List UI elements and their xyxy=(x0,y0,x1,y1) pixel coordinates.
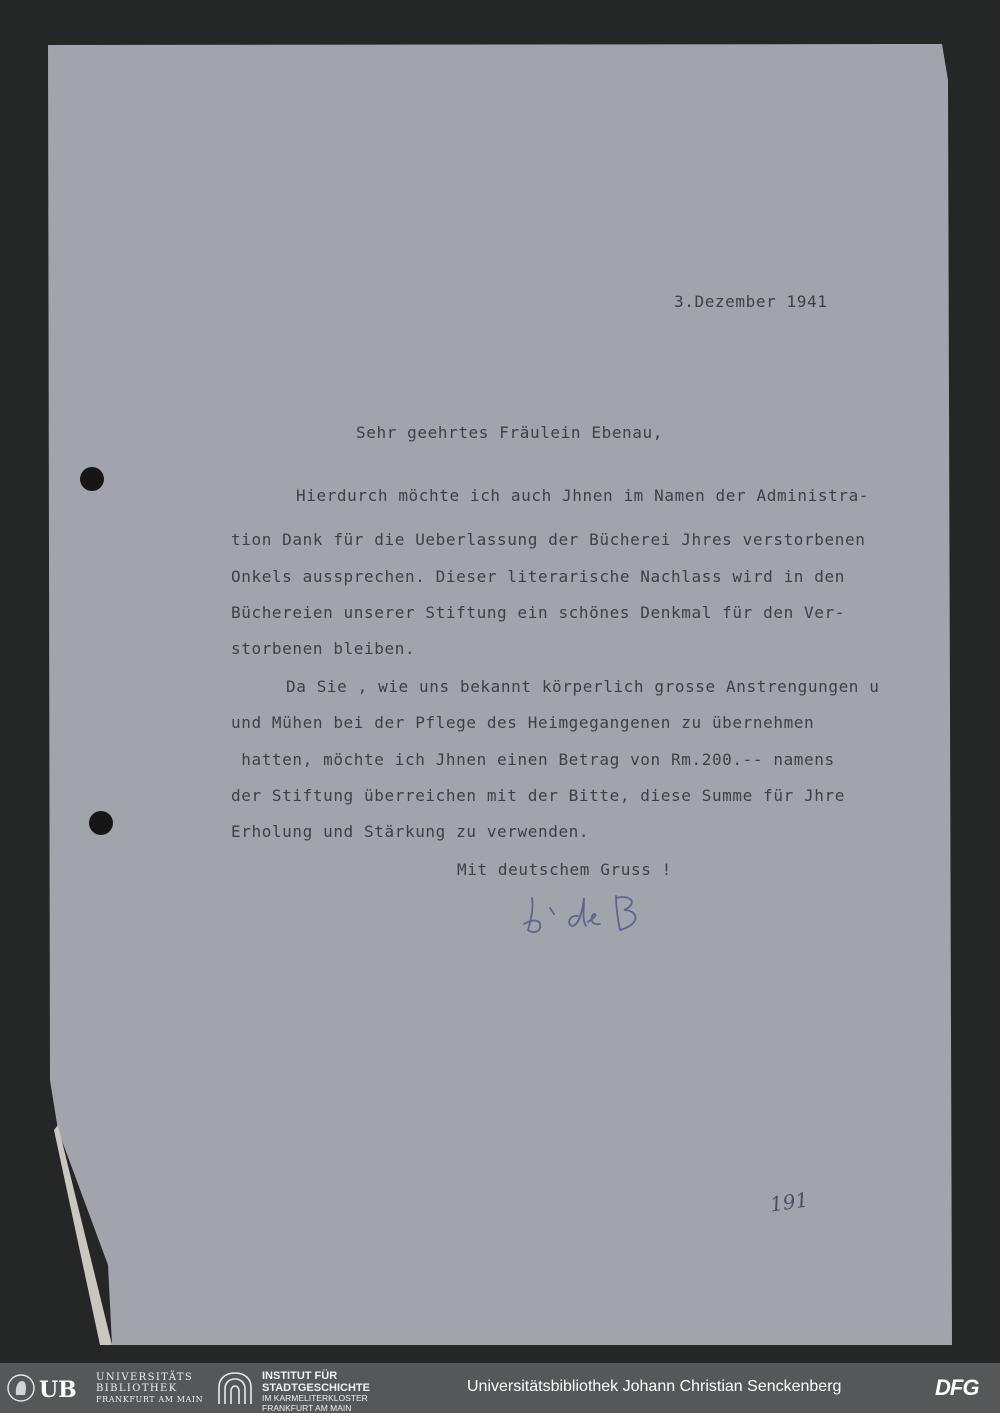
ub-line: BIBLIOTHEK xyxy=(96,1383,178,1394)
punch-hole-bottom xyxy=(89,811,113,835)
body-line: Erholung und Stärkung zu verwenden. xyxy=(231,822,590,841)
handwritten-signature xyxy=(520,890,650,940)
folio-number: 191 xyxy=(768,1187,810,1217)
ub-line: FRANKFURT AM MAIN xyxy=(96,1395,204,1404)
body-line: storbenen bleiben. xyxy=(231,639,416,658)
body-line: Hierdurch möchte ich auch Jhnen im Namen der Administra- xyxy=(296,486,870,505)
body-line: hatten, möchte ich Jhnen einen Betrag von Rm.200.-- namens xyxy=(231,750,835,769)
isg-line: IM KARMELITERKLOSTER xyxy=(262,1393,368,1403)
svg-text:UB: UB xyxy=(39,1377,77,1403)
ub-line: UNIVERSITÄTS xyxy=(96,1372,194,1383)
ub-wordmark xyxy=(96,1372,203,1405)
body-line: der Stiftung überreichen mit der Bitte, diese Summe für Jhre xyxy=(231,786,845,805)
isg-wordmark xyxy=(262,1370,370,1413)
isg-line: INSTITUT FÜR xyxy=(262,1370,338,1382)
punch-hole-top xyxy=(80,467,104,491)
body-line: Büchereien unserer Stiftung ein schönes Denkmal für den Ver- xyxy=(231,603,845,622)
letter-closing: Mit deutschem Gruss ! xyxy=(457,860,672,879)
ub-logo-icon xyxy=(6,1373,92,1403)
letter-salutation: Sehr geehrtes Fräulein Ebenau, xyxy=(356,423,663,442)
letter-date: 3.Dezember 1941 xyxy=(674,292,828,311)
body-line: Onkels aussprechen. Dieser literarische Nachlass wird in den xyxy=(231,567,845,586)
library-name: Universitätsbibliothek Johann Christian Senckenberg xyxy=(467,1378,842,1395)
body-line: tion Dank für die Ueberlassung der Bücherei Jhres verstorbenen xyxy=(231,530,866,549)
isg-line: FRANKFURT AM MAIN xyxy=(262,1402,352,1413)
dfg-logo: DFG xyxy=(935,1375,979,1400)
isg-line: STADTGESCHICHTE xyxy=(262,1382,370,1394)
footer-bar xyxy=(0,1363,1000,1413)
body-line: Da Sie , wie uns bekannt körperlich grosse Anstrengungen u xyxy=(286,677,880,696)
body-line: und Mühen bei der Pflege des Heimgegangenen zu übernehmen xyxy=(231,713,815,732)
isg-logo-icon xyxy=(215,1371,255,1405)
